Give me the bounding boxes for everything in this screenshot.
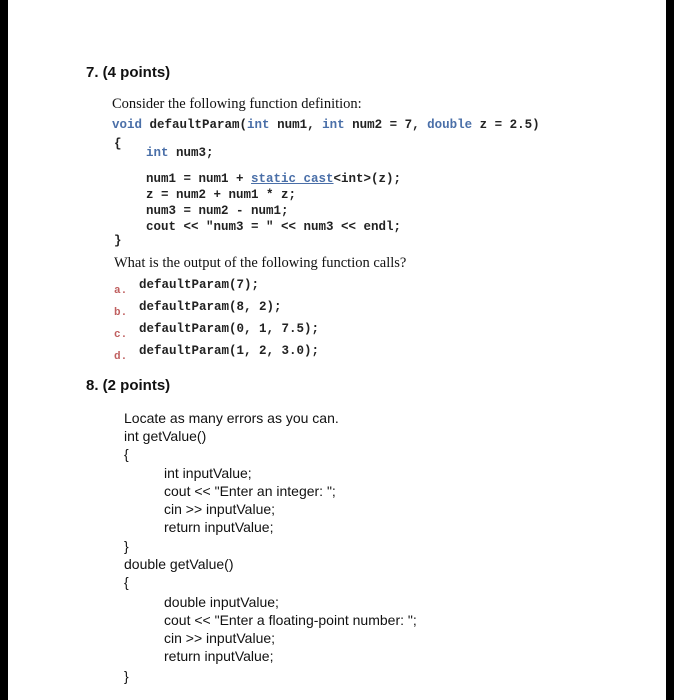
call-row-a bbox=[114, 280, 127, 298]
call-code-c: defaultParam(0, 1, 7.5); bbox=[139, 322, 320, 336]
keyword-void: void bbox=[112, 118, 143, 132]
q7-line4: cout << "num3 = " << num3 << endl; bbox=[146, 220, 402, 234]
call-letter: c. bbox=[114, 329, 128, 341]
keyword-double: double bbox=[427, 118, 473, 132]
q7-line3: num3 = num2 - num1; bbox=[146, 204, 289, 218]
line1-pre: num1 = num1 + bbox=[146, 172, 252, 186]
q7-open-brace: { bbox=[114, 137, 122, 151]
q7-question: What is the output of the following function calls? bbox=[114, 255, 407, 271]
q8-heading: 8. (2 points) bbox=[86, 377, 171, 394]
f2-line: return inputValue; bbox=[164, 648, 274, 664]
f1-line: return inputValue; bbox=[164, 519, 274, 535]
param-num1: num1, bbox=[269, 118, 323, 132]
function-name: defaultParam( bbox=[142, 118, 248, 132]
keyword-int: int bbox=[146, 146, 169, 160]
f1-close-brace: } bbox=[124, 538, 129, 554]
q7-line1 bbox=[146, 172, 401, 186]
f1-signature: int getValue() bbox=[124, 428, 207, 444]
right-edge-bar bbox=[666, 0, 674, 700]
line1-post: <int>(z); bbox=[333, 172, 402, 186]
left-edge-bar bbox=[0, 0, 8, 700]
q7-decl bbox=[146, 146, 214, 160]
param-z: z = 2.5) bbox=[472, 118, 540, 132]
q7-close-brace: } bbox=[114, 234, 122, 248]
call-row-c bbox=[114, 324, 127, 342]
q7-heading: 7. (4 points) bbox=[86, 64, 171, 81]
call-letter: d. bbox=[114, 351, 128, 363]
f2-line: cout << "Enter a floating-point number: "; bbox=[164, 612, 417, 628]
call-row-b bbox=[114, 302, 127, 320]
q7-line2: z = num2 + num1 * z; bbox=[146, 188, 297, 202]
call-letter: a. bbox=[114, 285, 128, 297]
f1-line: cout << "Enter an integer: "; bbox=[164, 483, 336, 499]
call-code-a: defaultParam(7); bbox=[139, 278, 260, 292]
call-code-b: defaultParam(8, 2); bbox=[139, 300, 282, 314]
f2-close-brace: } bbox=[124, 668, 129, 684]
q7-signature bbox=[112, 118, 540, 132]
f2-line: double inputValue; bbox=[164, 594, 279, 610]
keyword-int: int bbox=[247, 118, 270, 132]
q8-intro: Locate as many errors as you can. bbox=[124, 410, 339, 426]
q7-intro: Consider the following function definition: bbox=[112, 96, 362, 112]
f2-signature: double getValue() bbox=[124, 556, 234, 572]
keyword-int: int bbox=[322, 118, 345, 132]
f1-line: cin >> inputValue; bbox=[164, 501, 276, 517]
f1-line: int inputValue; bbox=[164, 465, 252, 481]
call-row-d bbox=[114, 346, 127, 364]
call-letter: b. bbox=[114, 307, 128, 319]
decl-rest: num3; bbox=[168, 146, 214, 160]
f1-open-brace: { bbox=[124, 446, 129, 462]
keyword-static-cast: static_cast bbox=[251, 172, 334, 186]
f2-open-brace: { bbox=[124, 574, 129, 590]
f2-line: cin >> inputValue; bbox=[164, 630, 276, 646]
param-num2: num2 = 7, bbox=[344, 118, 428, 132]
call-code-d: defaultParam(1, 2, 3.0); bbox=[139, 344, 320, 358]
